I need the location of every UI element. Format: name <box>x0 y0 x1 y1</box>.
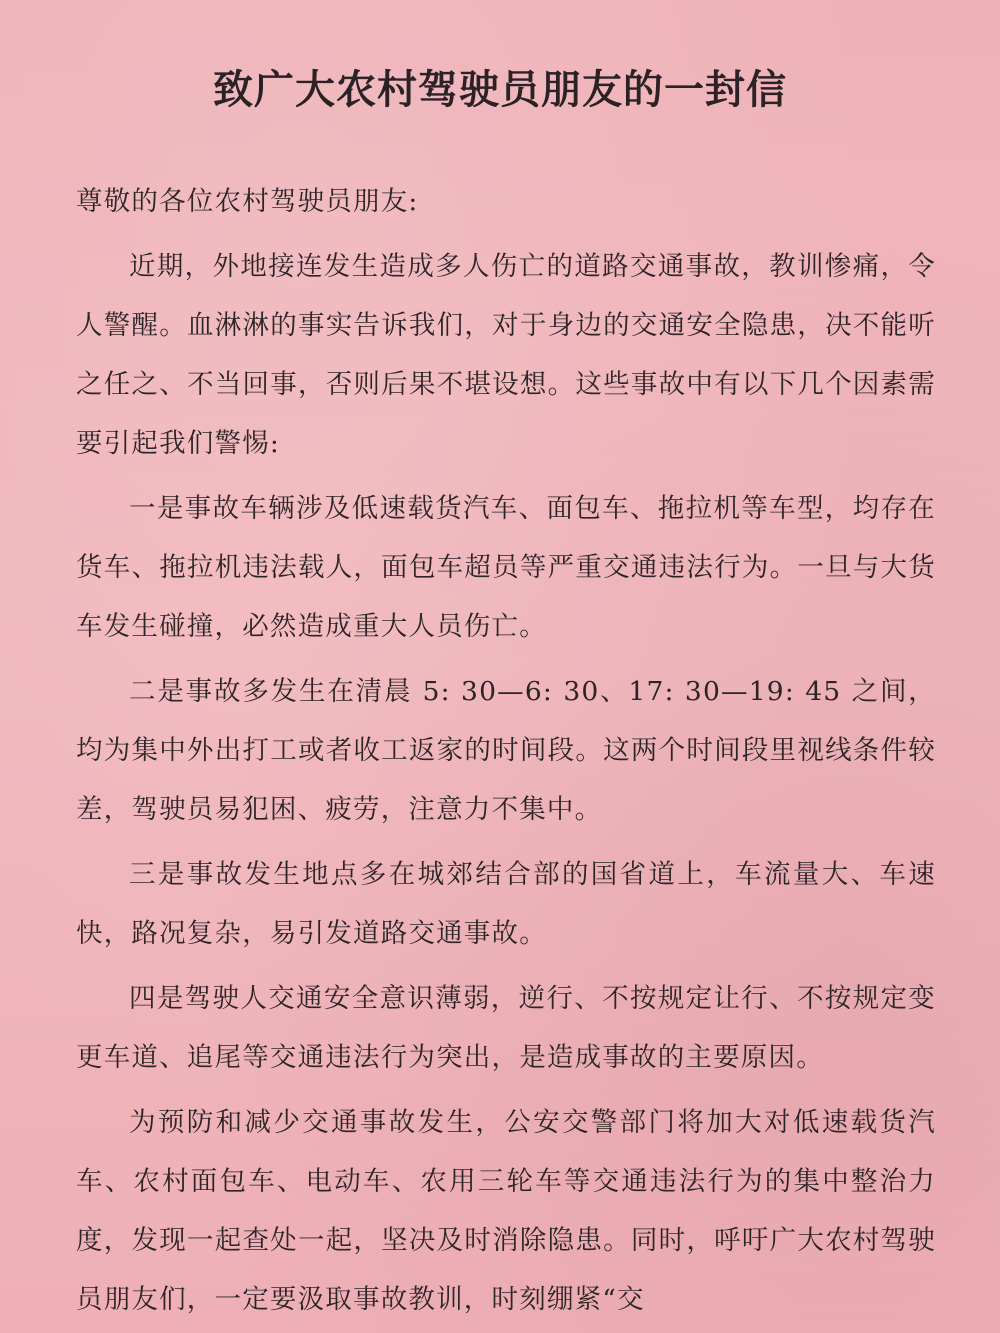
paragraph-appeal: 为预防和减少交通事故发生，公安交警部门将加大对低速载货汽车、农村面包车、电动车、农用三轮车等交通违法行为的集中整治力度，发现一起查处一起，坚决及时消除隐患。同时，呼吁广大农村驾驶员朋友们，一定要汲取事故教训，时刻绷紧“交 <box>76 1107 936 1315</box>
paragraph-factor-4: 四是驾驶人交通安全意识薄弱，逆行、不按规定让行、不按规定变更车道、追尾等交通违法行为突出，是造成事故的主要原因。 <box>76 983 936 1073</box>
paragraph-factor-3: 三是事故发生地点多在城郊结合部的国省道上，车流量大、车速快，路况复杂，易引发道路交通事故。 <box>76 859 936 949</box>
paragraph-factor-1: 一是事故车辆涉及低速载货汽车、面包车、拖拉机等车型，均存在货车、拖拉机违法载人，面包车超员等严重交通违法行为。一旦与大货车发生碰撞，必然造成重大人员伤亡。 <box>76 493 936 642</box>
letter-body <box>76 172 936 1333</box>
letter-title: 致广大农村驾驶员朋友的一封信 <box>213 66 787 113</box>
paragraph-intro: 近期，外地接连发生造成多人伤亡的道路交通事故，教训惨痛，令人警醒。血淋淋的事实告诉我们，对于身边的交通安全隐患，决不能听之任之、不当回事，否则后果不堪设想。这些事故中有以下几个因素需要引起我们警惕: <box>76 251 936 459</box>
paragraph-factor-2: 二是事故多发生在清晨 5: 30—6: 30、17: 30—19: 45 之间，均为集中外出打工或者收工返家的时间段。这两个时间段里视线条件较差，驾驶员易犯困、疲劳，注意力不集中。 <box>76 676 936 825</box>
salutation: 尊敬的各位农村驾驶员朋友: <box>76 186 419 217</box>
